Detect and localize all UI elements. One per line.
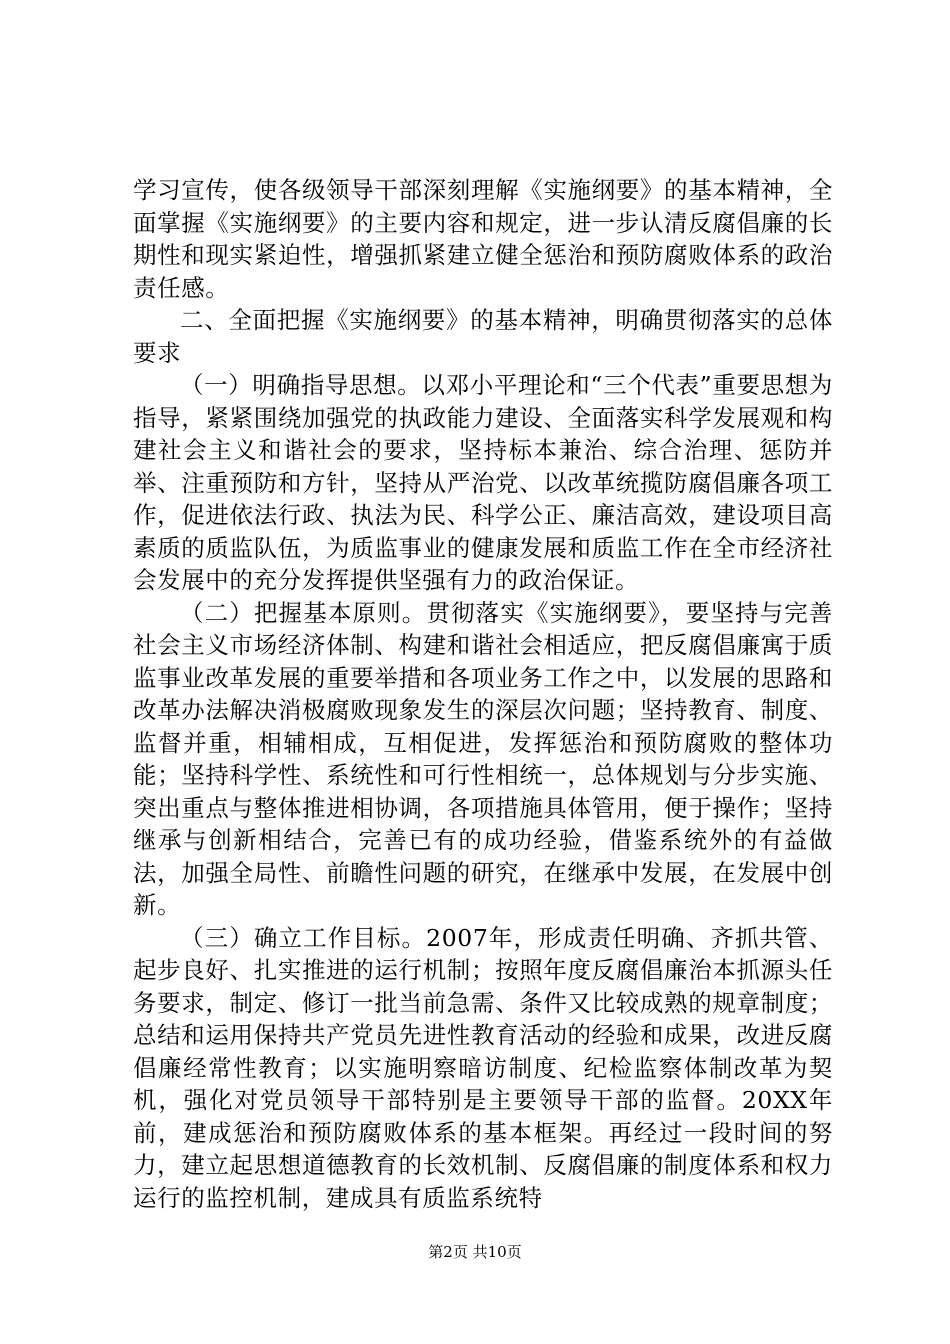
paragraph-continuation: 学习宣传，使各级领导干部深刻理解《实施纲要》的基本精神，全面掌握《实施纲要》的主要内容和规定，进一步认清反腐倡廉的长期性和现实紧迫性，增强抓紧建立健全惩治和预防腐败体系的政治责任感。 <box>133 176 833 302</box>
paragraph-work-goals: （三）确立工作目标。2007年，形成责任明确、齐抓共管、起步良好、扎实推进的运行机制；按照年度反腐倡廉治本抓源头任务要求，制定、修订一批当前急需、条件又比较成熟的规章制度；总结和运用保持共产党员先进性教育活动的经验和成果，改进反腐倡廉经常性教育；以实施明察暗访制度、纪检监察体制改革为契机，强化对党员领导干部特别是主要领导干部的监督。20XX年前，建成惩治和预防腐败体系的基本框架。再经过一段时间的努力，建立起思想道德教育的长效机制、反腐倡廉的制度体系和权力运行的监控机制，建成具有质监系统特 <box>133 923 833 1212</box>
section-heading: 二、全面把握《实施纲要》的基本精神，明确贯彻落实的总体要求 <box>133 306 833 367</box>
paragraph-guiding-thought: （一）明确指导思想。以邓小平理论和“三个代表”重要思想为指导，紧紧围绕加强党的执政能力建设、全面落实科学发展观和构建社会主义和谐社会的要求，坚持标本兼治、综合治理、惩防并举、注重预防和方针，坚持从严治党、以改革统揽防腐倡廉各项工作，促进依法行政、执法为民、科学公正、廉洁高效，建设项目高素质的质监队伍，为质监事业的健康发展和质监工作在全市经济社会发展中的充分发挥提供坚强有力的政治保证。 <box>133 371 833 594</box>
paragraph-basic-principles: （二）把握基本原则。贯彻落实《实施纲要》，要坚持与完善社会主义市场经济体制、构建和谐社会相适应，把反腐倡廉寓于质监事业改革发展的重要举措和各项业务工作之中，以发展的思路和改革办法解决消极腐败现象发生的深层次问题；坚持教育、制度、监督并重，相辅相成，互相促进，发挥惩治和预防腐败的整体功能；坚持科学性、系统性和可行性相统一，总体规划与分步实施、突出重点与整体推进相协调，各项措施具体管用，便于操作；坚持继承与创新相结合，完善已有的成功经验，借鉴系统外的有益做法，加强全局性、前瞻性问题的研究，在继承中发展，在发展中创新。 <box>133 598 833 919</box>
document-body <box>133 174 833 1214</box>
page-footer: 第2页 共10页 <box>428 1243 522 1261</box>
